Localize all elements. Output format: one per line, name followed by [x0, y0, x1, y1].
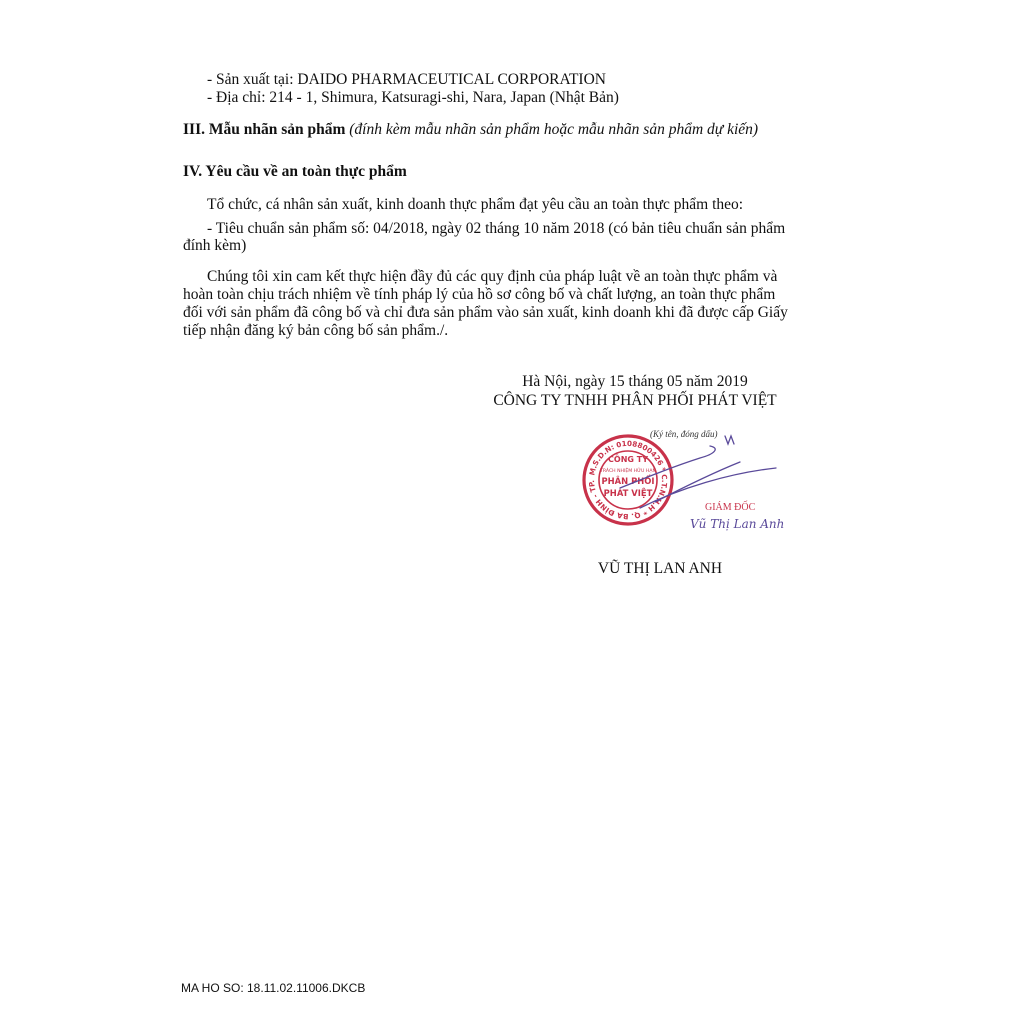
seal-line-2: TRÁCH NHIỆM HỮU HẠN	[600, 469, 656, 474]
seal-line-1: CÔNG TY	[608, 455, 648, 464]
commitment-line-1: Chúng tôi xin cam kết thực hiện đầy đủ các quy định của pháp luật về an toàn thực phẩm và	[207, 268, 778, 285]
signer-name: VŨ THỊ LAN ANH	[597, 560, 723, 577]
company-seal-graphic	[580, 418, 800, 543]
standard-line-1: - Tiêu chuẩn sản phẩm số: 04/2018, ngày 02 tháng 10 năm 2018 (có bản tiêu chuẩn sản phẩm	[207, 220, 786, 237]
standard-line-2: đính kèm)	[183, 237, 247, 254]
director-title: GIÁM ĐỐC	[705, 502, 756, 513]
sign-note: (Ký tên, đóng dấu)	[650, 429, 718, 439]
record-code: MA HO SO: 18.11.02.11006.DKCB	[181, 981, 366, 995]
seal-line-4: PHÁT VIỆT	[603, 488, 653, 498]
section-3-line	[183, 121, 758, 139]
handwritten-name: Vũ Thị Lan Anh	[690, 517, 785, 531]
address-line: - Địa chỉ: 214 - 1, Shimura, Katsuragi-shi, Nara, Japan (Nhật Bản)	[207, 89, 619, 106]
signature-date: Hà Nội, ngày 15 tháng 05 năm 2019	[522, 373, 748, 390]
signature-company: CÔNG TY TNHH PHÂN PHỐI PHÁT VIỆT	[493, 392, 777, 409]
seal-ring-text: M.S.D.N: 0108800426 * C.T.N.H.H * Q. BA ĐÌNH - TP.	[586, 438, 670, 522]
seal-line-3: PHÂN PHỐI	[601, 476, 655, 486]
stamp-and-signature	[580, 418, 800, 543]
section-4-heading: IV. Yêu cầu về an toàn thực phẩm	[183, 163, 407, 180]
commitment-line-3: đối với sản phẩm đã công bố và chỉ đưa sản phẩm vào sản xuất, kinh doanh khi đã được cấp Giấy	[183, 304, 788, 321]
commitment-line-4: tiếp nhận đăng ký bản công bố sản phẩm./.	[183, 322, 449, 339]
section-3-heading: III. Mẫu nhãn sản phẩm	[183, 121, 346, 138]
section-3-note: (đính kèm mẫu nhãn sản phẩm hoặc mẫu nhãn sản phẩm dự kiến)	[349, 121, 759, 138]
commitment-line-2: hoàn toàn chịu trách nhiệm về tính pháp lý của hồ sơ công bố và chất lượng, an toàn thực phẩm	[183, 286, 776, 303]
produced-at-line: - Sản xuất tại: DAIDO PHARMACEUTICAL CORPORATION	[207, 71, 606, 88]
section-4-intro: Tổ chức, cá nhân sản xuất, kinh doanh thực phẩm đạt yêu cầu an toàn thực phẩm theo:	[207, 196, 744, 213]
